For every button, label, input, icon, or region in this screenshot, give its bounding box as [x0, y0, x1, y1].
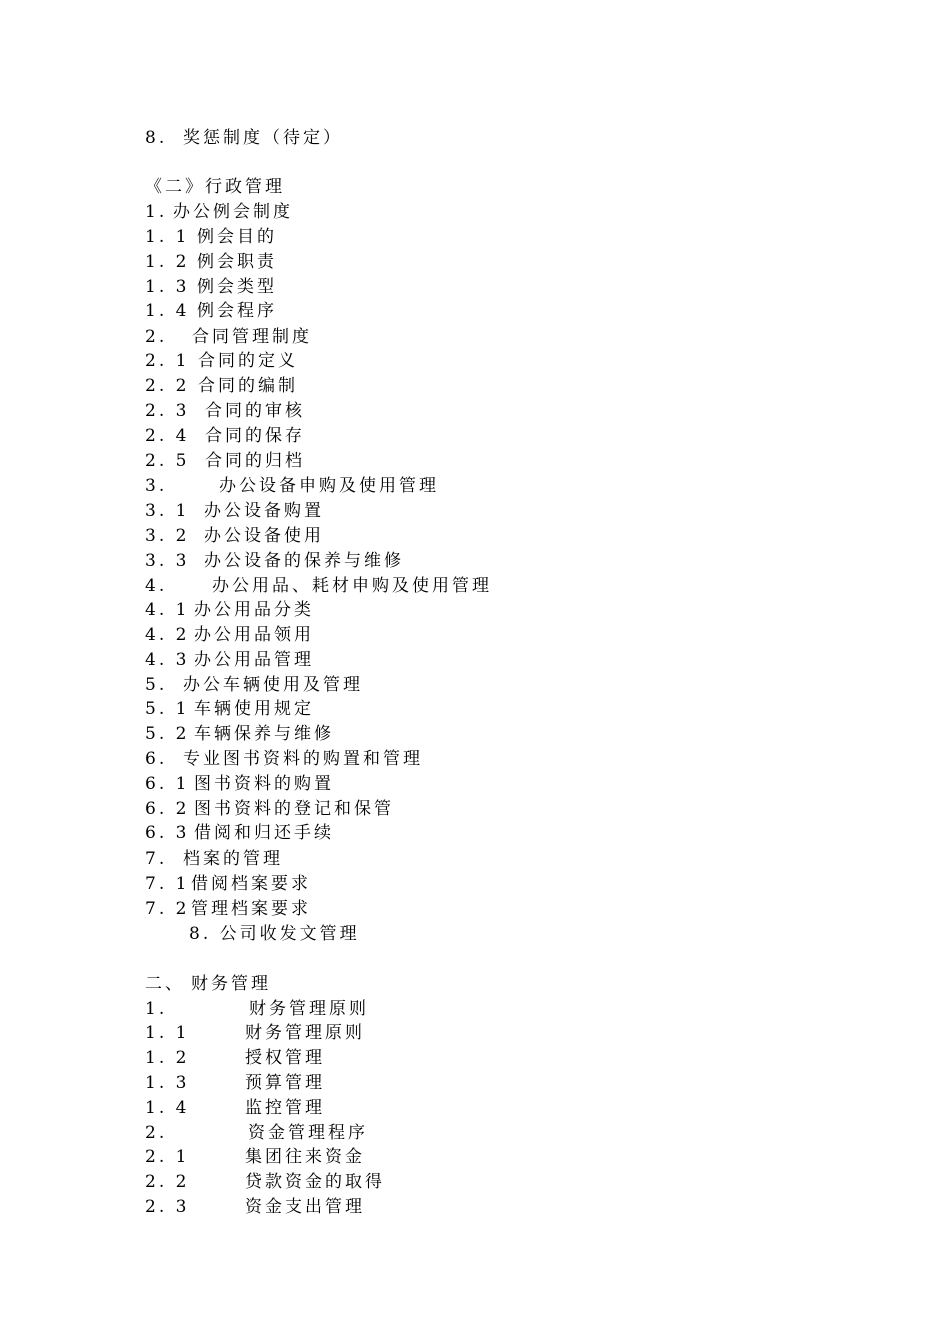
outline-item-text: 监控管理	[245, 1098, 325, 1118]
outline-item-number: 2. 5	[145, 451, 190, 471]
outline-item-number: 1. 3	[145, 1073, 190, 1093]
outline-item-number: 3.	[145, 476, 168, 496]
outline-item-number: 2. 2	[145, 376, 190, 396]
outline-item-text: 合同的保存	[205, 426, 305, 446]
outline-item-text: 车辆保养与维修	[194, 724, 334, 744]
outline-item-number: 2. 3	[145, 1197, 190, 1217]
outline-item-text: 办公用品领用	[194, 625, 314, 645]
outline-item-number: 4. 1	[145, 600, 190, 620]
outline-item-number: 3. 2	[145, 526, 190, 546]
outline-item-text: 管理档案要求	[191, 899, 311, 919]
outline-item-text: 图书资料的购置	[194, 774, 334, 794]
outline-item-text: 档案的管理	[183, 849, 283, 869]
outline-item-number: 5. 2	[145, 724, 190, 744]
outline-item-number: 7. 1	[145, 874, 190, 894]
outline-item-number: 4. 2	[145, 625, 190, 645]
outline-item-text: 奖惩制度（待定）	[183, 128, 343, 148]
outline-item-number: 1. 1	[145, 1023, 190, 1043]
outline-item-text: 专业图书资料的购置和管理	[183, 749, 423, 769]
outline-item-text: 办公例会制度	[173, 202, 293, 222]
outline-item-text: 资金支出管理	[245, 1197, 365, 1217]
outline-item-text: 办公设备申购及使用管理	[219, 476, 439, 496]
outline-item-text: 办公车辆使用及管理	[183, 675, 363, 695]
outline-item-number: 7. 2	[145, 899, 190, 919]
outline-item-text: 《二》行政管理	[145, 177, 285, 197]
outline-item-number: 2.	[145, 1123, 168, 1143]
outline-item-number: 2. 1	[145, 351, 190, 371]
outline-item-text: 例会目的	[197, 227, 277, 247]
outline-item-number: 4. 3	[145, 650, 190, 670]
outline-item-number: 6. 1	[145, 774, 190, 794]
outline-item-text: 办公用品、耗材申购及使用管理	[212, 576, 492, 596]
outline-item-number: 6.	[145, 749, 168, 769]
outline-item-number: 5.	[145, 675, 168, 695]
outline-item-number: 4.	[145, 576, 168, 596]
outline-item-text: 授权管理	[245, 1048, 325, 1068]
outline-item-text: 图书资料的登记和保管	[194, 799, 394, 819]
outline-item-text: 8. 公司收发文管理	[189, 924, 360, 944]
outline-item-number: 1. 4	[145, 1098, 190, 1118]
outline-item-number: 6. 2	[145, 799, 190, 819]
outline-item-text: 办公设备使用	[204, 526, 324, 546]
outline-item-text: 贷款资金的取得	[245, 1172, 385, 1192]
outline-item-text: 例会程序	[197, 301, 277, 321]
outline-item-text: 合同的定义	[198, 351, 298, 371]
outline-item-number: 7.	[145, 849, 168, 869]
outline-item-text: 合同的归档	[205, 451, 305, 471]
outline-item-number: 3. 3	[145, 551, 190, 571]
outline-item-number: 2. 3	[145, 401, 190, 421]
outline-item-text: 预算管理	[245, 1073, 325, 1093]
outline-item-text: 资金管理程序	[248, 1123, 368, 1143]
outline-item-text: 合同管理制度	[192, 327, 312, 347]
outline-item-number: 2. 1	[145, 1147, 190, 1167]
outline-item-number: 1. 2	[145, 252, 190, 272]
outline-item-text: 办公用品分类	[194, 600, 314, 620]
outline-item-text: 借阅档案要求	[191, 874, 311, 894]
outline-item-text: 例会职责	[197, 252, 277, 272]
outline-item-number: 2.	[145, 327, 168, 347]
outline-item-number: 1. 3	[145, 277, 190, 297]
outline-item-number: 2. 4	[145, 426, 190, 446]
outline-item-text: 办公设备的保养与维修	[204, 551, 404, 571]
outline-item-text: 借阅和归还手续	[194, 823, 334, 843]
outline-item-number: 1.	[145, 999, 168, 1019]
outline-item-number: 5. 1	[145, 699, 190, 719]
outline-item-number: 8.	[145, 128, 168, 148]
outline-item-number: 6. 3	[145, 823, 190, 843]
outline-item-text: 财务管理原则	[249, 999, 369, 1019]
outline-item-text: 合同的审核	[205, 401, 305, 421]
outline-item-text: 财务管理原则	[245, 1023, 365, 1043]
outline-item-text: 合同的编制	[198, 376, 298, 396]
outline-item-text: 财务管理	[191, 974, 271, 994]
outline-item-text: 集团往来资金	[245, 1147, 365, 1167]
outline-item-text: 车辆使用规定	[194, 699, 314, 719]
outline-item-text: 办公设备购置	[204, 501, 324, 521]
outline-item-text: 办公用品管理	[194, 650, 314, 670]
outline-item-number: 1. 2	[145, 1048, 190, 1068]
outline-item-text: 例会类型	[197, 277, 277, 297]
outline-item-number: 3. 1	[145, 501, 190, 521]
outline-item-number: 1. 4	[145, 301, 190, 321]
outline-item-number: 1.	[145, 202, 168, 222]
outline-item-number: 二、	[145, 974, 185, 994]
outline-item-number: 2. 2	[145, 1172, 190, 1192]
outline-item-number: 1. 1	[145, 227, 190, 247]
